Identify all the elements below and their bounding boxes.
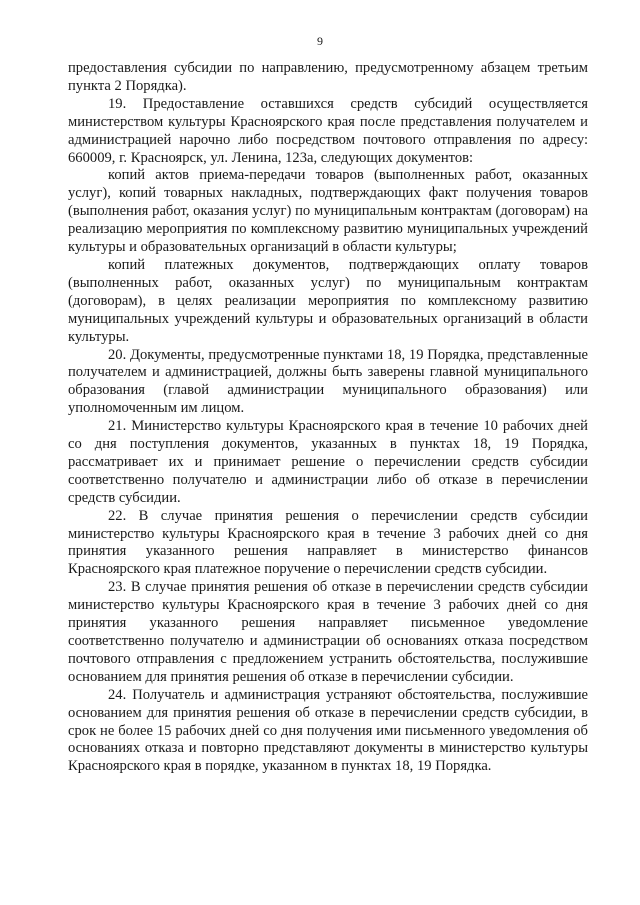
paragraph-item-19: 19. Предоставление оставшихся средств субсидий осуществляется министерством культуры Красноярского края после представления получателем и администрацией нарочно либо посредством почтового отправления по адресу: 660009, г. Красноярск, ул. Ленина, 123а, следующих документов: xyxy=(68,95,588,166)
paragraph-item-19-acts: копий актов приема-передачи товаров (выполненных работ, оказанных услуг), копий товарных накладных, подтверждающих факт получения товаров (выполнения работ, оказания услуг) по муниципальным контрактам (договорам) на реализацию мероприятия по комплексному развитию муниципальных учреждений культуры и образовательных организаций в области культуры; xyxy=(68,167,588,256)
page-number: 9 xyxy=(317,34,323,48)
paragraph-item-22: 22. В случае принятия решения о перечислении средств субсидии министерство культуры Красноярского края в течение 3 рабочих дней со дня принятия указанного решения направляет в министерство финансов Красноярского края платежное поручение о перечислении средств субсидии. xyxy=(68,507,588,578)
paragraph-item-24: 24. Получатель и администрация устраняют обстоятельства, послужившие основанием для принятия решения об отказе в перечислении средств субсидии, в срок не более 15 рабочих дней со дня получения ими письменного уведомления об основаниях отказа и повторно представляют документы в министерство культуры Красноярского края в порядке, указанном в пунктах 18, 19 Порядка. xyxy=(68,686,588,775)
paragraph-item-20: 20. Документы, предусмотренные пунктами 18, 19 Порядка, представленные получателем и администрацией, должны быть заверены главной муниципального образования (главой администрации муниципального образования) или уполномоченным им лицом. xyxy=(68,346,588,417)
paragraph-continuation: предоставления субсидии по направлению, предусмотренному абзацем третьим пункта 2 Порядка). xyxy=(68,60,588,94)
paragraph-item-19-payments: копий платежных документов, подтверждающих оплату товаров (выполненных работ, оказанных услуг) по муниципальным контрактам (договорам), в целях реализации мероприятия по комплексному развитию муниципальных учреждений культуры и образовательных организаций в области культуры. xyxy=(68,256,588,345)
paragraph-item-21: 21. Министерство культуры Красноярского края в течение 10 рабочих дней со дня поступления документов, указанных в пунктах 18, 19 Порядка, рассматривает их и принимает решение о перечислении средств субсидии соответственно получателю и администрации либо об отказе в перечислении средств субсидии. xyxy=(68,418,588,506)
document-body xyxy=(68,60,588,776)
paragraph-item-23: 23. В случае принятия решения об отказе в перечислении средств субсидии министерство культуры Красноярского края в течение 3 рабочих дней со дня принятия указанного решения направляет письменное уведомление соответственно получателю и администрации об основаниях отказа посредством почтового отправления с предложением устранить обстоятельства, послужившие основанием для принятия решения об отказе в перечислении субсидии. xyxy=(68,579,588,685)
